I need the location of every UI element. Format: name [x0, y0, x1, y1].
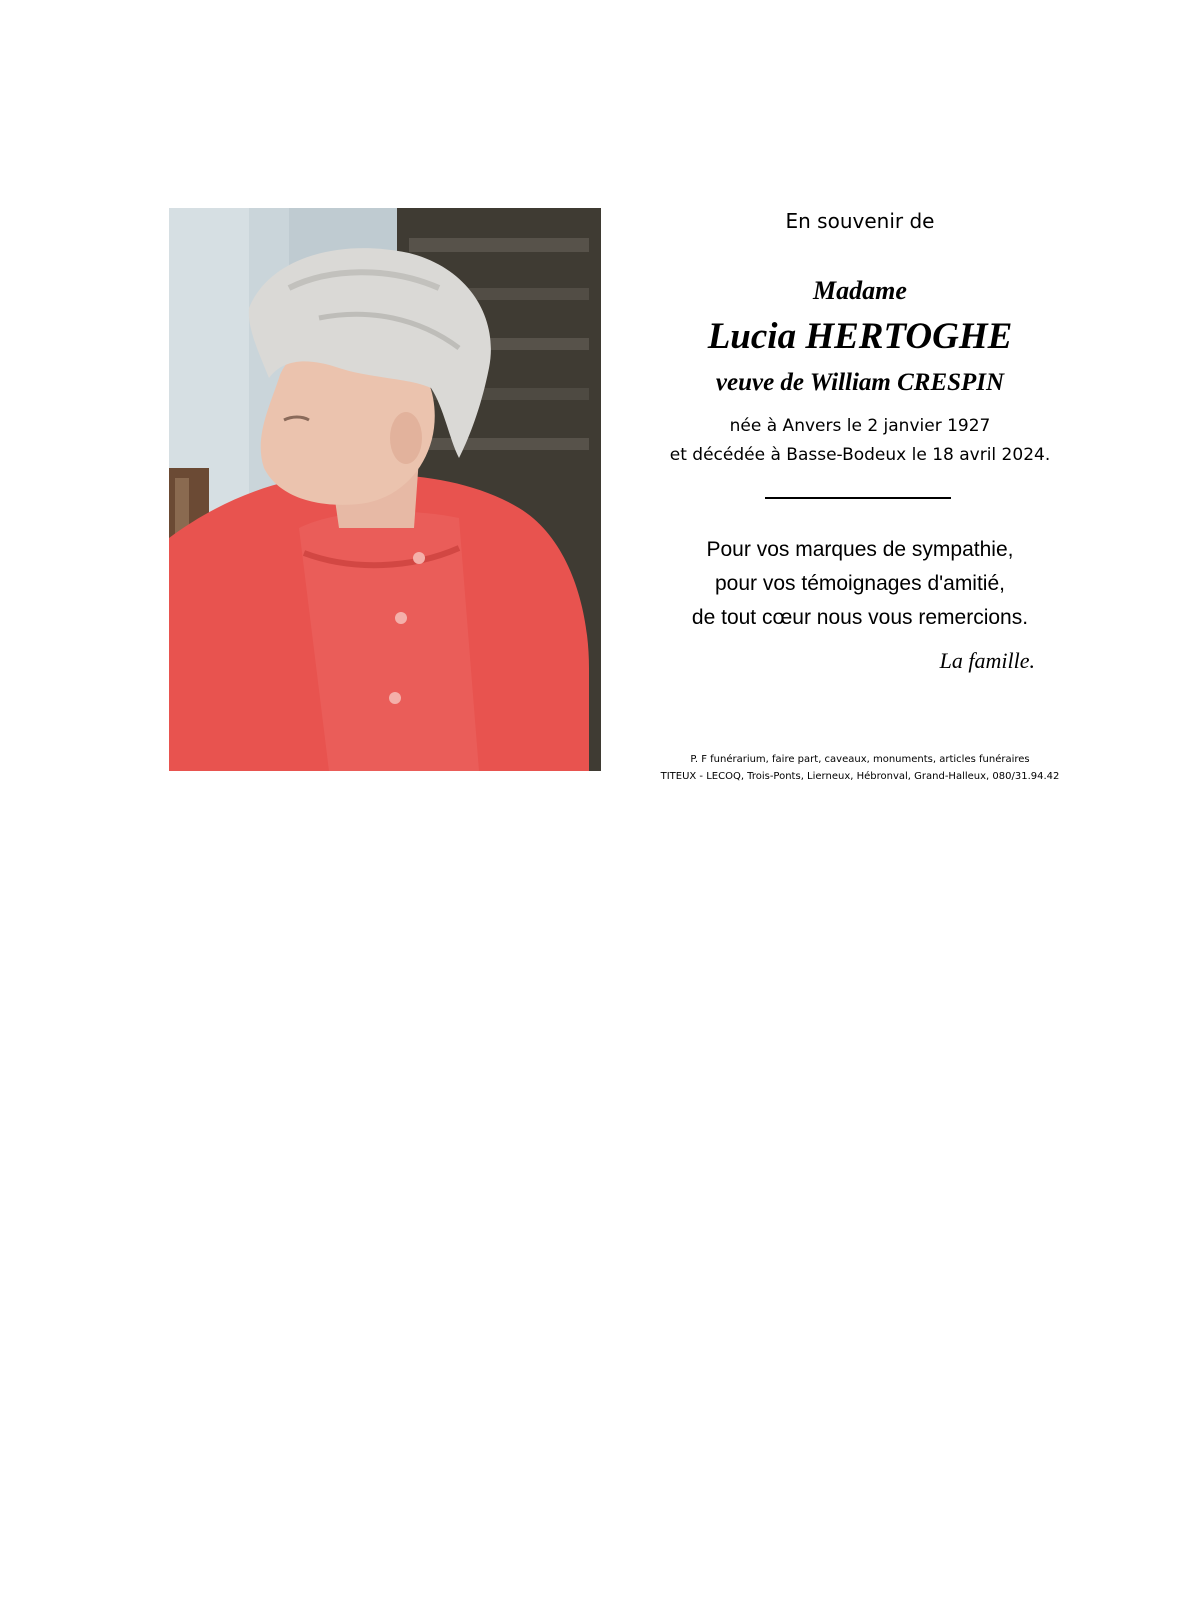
thanks-line: Pour vos marques de sympathie, [706, 538, 1014, 561]
divider [765, 497, 951, 499]
thanks-line: de tout cœur nous vous remercions. [691, 606, 1029, 629]
portrait-illustration [169, 208, 601, 771]
footer-line: P. F funérarium, faire part, caveaux, monuments, articles funéraires [690, 754, 1030, 765]
thanks-line: pour vos témoignages d'amitié, [714, 572, 1005, 595]
footer-line: TITEUX - LECOQ, Trois-Ponts, Lierneux, Hébronval, Grand-Halleux, 080/31.94.42 [660, 771, 1060, 782]
portrait-photo [169, 208, 601, 771]
death-line: et décédée à Basse-Bodeux le 18 avril 2024. [669, 445, 1051, 465]
funeral-home-footer [640, 751, 1080, 785]
deceased-name: Lucia HERTOGHE [707, 316, 1013, 357]
thanks-message [650, 533, 1070, 635]
honorific: Madame [813, 276, 907, 305]
widow-of-line: veuve de William CRESPIN [715, 369, 1005, 396]
family-signature: La famille. [939, 648, 1035, 673]
in-memory-heading: En souvenir de [785, 209, 935, 233]
birth-line: née à Anvers le 2 janvier 1927 [729, 416, 991, 436]
